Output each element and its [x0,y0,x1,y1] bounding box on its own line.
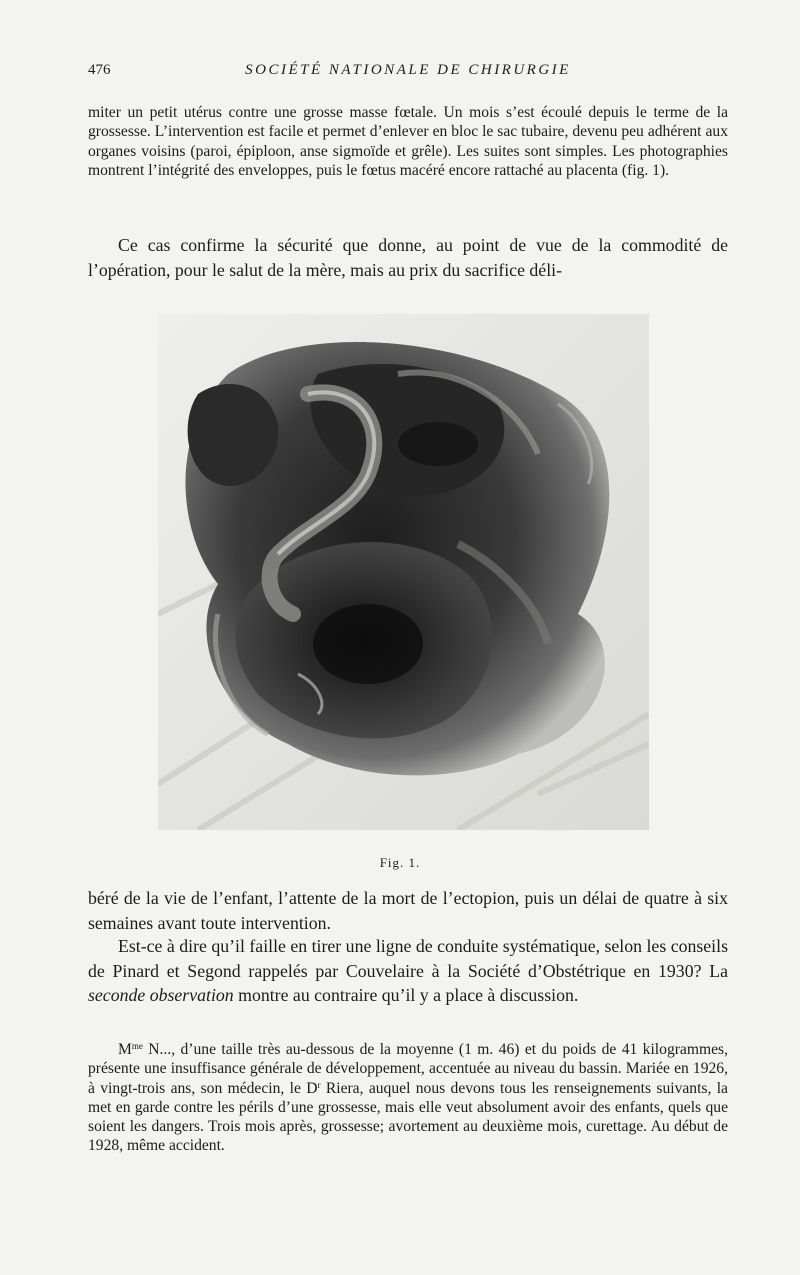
paragraph-case-conclusion: Ce cas confirme la sécurité que donne, au point de vue de la commodité de l’opération, pour le salut de la mère, mais au prix du sacrifice déli- [88,235,728,280]
page-header [88,62,728,84]
page-number: 476 [88,62,111,78]
patient-title-superscript: me [131,1041,143,1051]
paragraph-discussion [88,934,728,1008]
patient-title: M [118,1041,132,1058]
doctor-title-superscript: r [317,1079,321,1090]
discussion-text-end: montre au contraire qu’il y a place à discussion. [233,985,579,1005]
observation-text-a: N..., d’une taille très au-dessous de la moyenne (1 m. 46) et du poids de 41 kilogrammes, présente une insuffisance générale de développement, accentuée au niveau du bassin. Mariée en 1926, à vingt-trois ans, son médecin, le D [88,1041,728,1097]
paragraph-case-description: miter un petit utérus contre une grosse masse fœtale. Un mois s’est écoulé depuis le terme de la grossesse. L’intervention est facile et permet d’enlever en bloc le sac tubaire, devenu peu adhérent aux organes voisins (paroi, épiploon, anse sigmoïde et grêle). Les suites sont simples. Les photographies montrent l’intégrité des enveloppes, puis le fœtus macéré encore rattaché au placenta (fig. 1). [88,104,728,179]
discussion-text-start: Est-ce à dire qu’il faille en tirer une ligne de conduite systématique, selon les conseils de Pinard et Segond rappelés par Couvelaire à la Société d’Obstétrique en 1930? La [88,936,728,981]
figure-1-photograph [158,314,649,830]
paragraph-continuation: béré de la vie de l’enfant, l’attente de la mort de l’ectopion, puis un délai de quatre à six semaines avant toute intervention. [88,888,728,933]
paragraph-second-observation [88,1040,728,1156]
observation-text-b: Riera, auquel nous devons tous les renseignements suivants, la met en garde contre les périls d’une grossesse, mais elle veut absolument avoir des enfants, quels que soient les dangers. Trois mois après, grossesse; avortement au deuxième mois, curettage. Au début de 1928, même accident. [88,1079,728,1155]
emphasis-seconde-observation: seconde observation [88,985,234,1005]
specimen-photo-illustration [158,314,649,830]
figure-caption: Fig. 1. [379,855,421,870]
running-title: SOCIÉTÉ NATIONALE DE CHIRURGIE [245,62,571,78]
